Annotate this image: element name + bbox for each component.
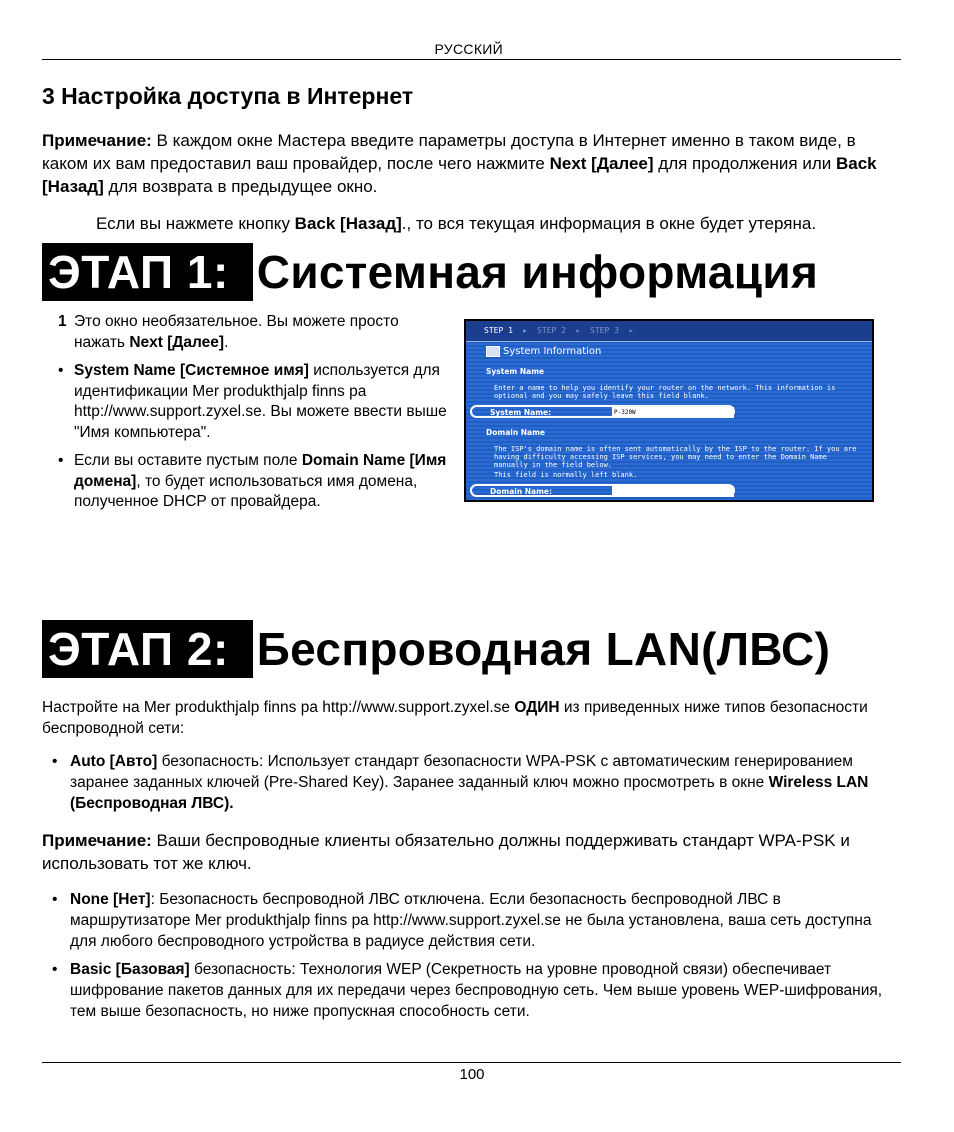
list-item: • System Name [Системное имя] используется для идентификации Mer produkthjalp finns pa http://www.support.zyxel.se. Вы можете ввести выше "Имя компьютера". [58, 362, 447, 441]
step2-title: Беспроводная LAN(ЛВС) [256, 623, 831, 675]
note-wizard: Примечание: В каждом окне Мастера введите параметры доступа в Интернет именно в таком виде, в каком их вам предоставил ваш провайдер, после чего нажмите Next [Далее] для продолжения или Back [Назад] для возврата в предыдущее окно. [42, 131, 877, 196]
step2-badge: ЭТАП 2: [42, 620, 253, 678]
domain-name-label: Domain Name: [490, 487, 553, 496]
list-item: • Если вы оставите пустым поле Domain Name [Имя домена], то будет использоваться имя домена, полученное DHCP от провайдера. [58, 452, 447, 510]
list-item: 1 Это окно необязательное. Вы можете просто нажать Next [Далее]. [58, 313, 399, 351]
note-label: Примечание: [42, 131, 152, 150]
domain-name-help-2: This field is normally left blank. [494, 471, 638, 479]
list-item: • Basic [Базовая] безопасность: Технология WEP (Секретность на уровне проводной связи) обеспечивает шифрование пакетов данных для их передачи через беспроводную сеть. Чем выше уровень WEP-шифрования, тем выше безопасность, но ниже пропускная способность сети. [52, 961, 883, 1020]
note-label: Примечание: [42, 831, 152, 850]
domain-name-input[interactable] [612, 486, 734, 497]
security-none [52, 889, 902, 952]
page-number: 100 [459, 1066, 485, 1083]
list-item: • Auto [Авто] безопасность: Использует стандарт безопасности WPA-PSK с автоматическим генерированием заранее заданных ключей (Pre-Shared Key). Заранее заданный ключ можно просмотреть в окне Wireless LAN (Беспроводная ЛВС). [52, 753, 869, 812]
domain-name-section: Domain Name [486, 428, 546, 437]
window-title: System Information [486, 346, 601, 357]
step1-list [58, 312, 448, 521]
wizard-step-bar [466, 321, 872, 342]
system-information-screenshot [464, 319, 874, 502]
footer-rule [42, 1062, 901, 1063]
step1-badge: ЭТАП 1: [42, 243, 253, 301]
system-name-input[interactable]: P-320W [612, 407, 734, 418]
note-wpa-psk: Примечание: Ваши беспроводные клиенты обязательно должны поддерживать стандарт WPA-PSK и использовать тот же ключ. [42, 831, 850, 873]
step-arrow-icon: ▸ [517, 326, 533, 335]
header-rule [42, 59, 901, 60]
security-auto [52, 751, 902, 814]
note-back-warning: Если вы нажмете кнопку Back [Назад]., то вся текущая информация в окне будет утеряна. [96, 214, 817, 233]
wizard-step-3[interactable]: STEP 3 [590, 326, 619, 335]
wizard-step-1[interactable]: STEP 1 [484, 326, 513, 335]
step1-title: Системная информация [256, 246, 819, 298]
folder-icon [486, 346, 500, 357]
step2-heading [42, 620, 830, 678]
domain-name-help: The ISP's domain name is often sent automatically by the ISP to the router. If you are having difficulty accessing ISP services, you may need to enter the Domain Name manually in the field below. [494, 445, 857, 469]
system-name-help: Enter a name to help you identify your router on the network. This information is optional and you may safely leave this field blank. [494, 384, 836, 400]
system-name-label: System Name: [490, 408, 552, 417]
wizard-step-2[interactable]: STEP 2 [537, 326, 566, 335]
step-arrow-icon: ▸ [570, 326, 586, 335]
step2-intro: Настройте на Mer produkthjalp finns pa http://www.support.zyxel.se ОДИН из приведенных ниже типов безопасности беспроводной сети: [42, 699, 868, 737]
system-name-section: System Name [486, 367, 545, 376]
list-item: • None [Нет]: Безопасность беспроводной ЛВС отключена. Если безопасность беспроводной ЛВС в маршрутизаторе Mer produkthjalp finns pa http://www.support.zyxel.se не была установлена, ваша сеть доступна для любого беспроводного устройства в радиусе действия сети. [52, 891, 872, 950]
security-basic [52, 959, 902, 1022]
step1-heading [42, 243, 818, 301]
step-arrow-icon: ▸ [623, 326, 634, 335]
section-title: 3 Настройка доступа в Интернет [42, 83, 414, 109]
